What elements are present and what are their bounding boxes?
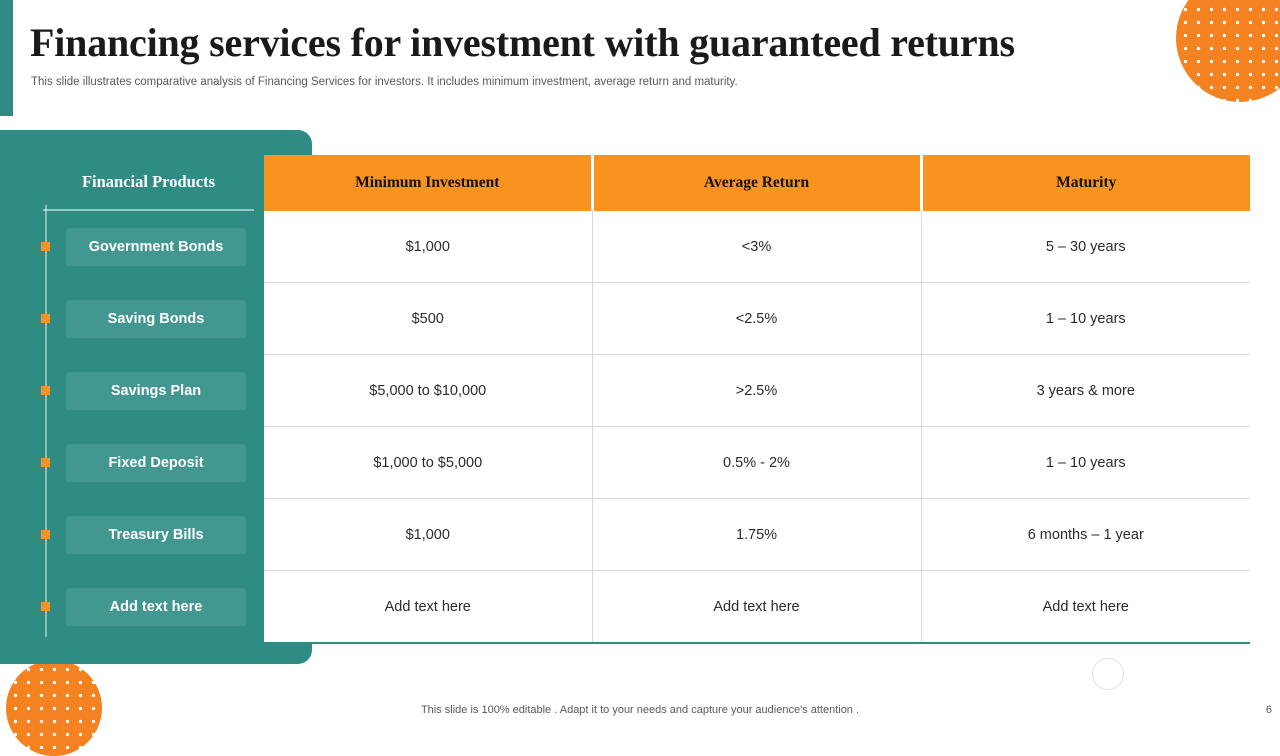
left-accent-bar [0,0,13,116]
bullet-square-icon [41,530,50,539]
row-label-cell [41,499,264,571]
bullet-square-icon [41,314,50,323]
row-label-cell [41,427,264,499]
cell-minimum-investment: $5,000 to $10,000 [264,355,592,427]
bullet-square-icon [41,242,50,251]
page-number: 6 [1265,704,1272,716]
cell-minimum-investment: $1,000 to $5,000 [264,427,592,499]
row-label-government-bonds: Government Bonds [66,228,246,266]
financial-products-table [41,155,1250,644]
cell-maturity: Add text here [921,571,1250,644]
cell-maturity: 1 – 10 years [921,283,1250,355]
row-label-saving-bonds: Saving Bonds [66,300,246,338]
bullet-square-icon [41,386,50,395]
row-label-treasury-bills: Treasury Bills [66,516,246,554]
bullet-square-icon [41,602,50,611]
table-row [41,283,1250,355]
cell-average-return: >2.5% [592,355,921,427]
row-label-cell [41,355,264,427]
cell-maturity: 3 years & more [921,355,1250,427]
row-label-cell [41,211,264,283]
page-title: Financing services for investment with guaranteed returns [30,20,1015,65]
row-label-cell [41,571,264,644]
cell-average-return: Add text here [592,571,921,644]
table-row [41,427,1250,499]
cell-maturity: 5 – 30 years [921,211,1250,283]
cell-average-return: <2.5% [592,283,921,355]
cell-minimum-investment: $1,000 [264,211,592,283]
cell-minimum-investment: $500 [264,283,592,355]
page-subtitle: This slide illustrates comparative analysis of Financing Services for investors. It includes minimum investment, average return and maturity. [31,76,738,88]
column-header-minimum-investment: Minimum Investment [264,155,592,211]
table-row [41,499,1250,571]
cell-average-return: 1.75% [592,499,921,571]
table-row [41,211,1250,283]
cell-minimum-investment: Add text here [264,571,592,644]
table-corner-header [41,155,264,211]
cell-maturity: 6 months – 1 year [921,499,1250,571]
footer-note: This slide is 100% editable . Adapt it to your needs and capture your audience's attention . [420,704,860,716]
bullet-square-icon [41,458,50,467]
circle-decoration [1092,658,1124,690]
table-row [41,355,1250,427]
cell-minimum-investment: $1,000 [264,499,592,571]
cell-average-return: <3% [592,211,921,283]
column-header-average-return: Average Return [592,155,921,211]
cell-average-return: 0.5% - 2% [592,427,921,499]
row-label-fixed-deposit: Fixed Deposit [66,444,246,482]
column-header-maturity: Maturity [921,155,1250,211]
row-label-add-text-here: Add text here [66,588,246,626]
row-label-cell [41,283,264,355]
comparison-table-area [41,155,1250,644]
cell-maturity: 1 – 10 years [921,427,1250,499]
row-label-savings-plan: Savings Plan [66,372,246,410]
table-row [41,571,1250,644]
slide-header [30,18,1210,88]
financial-products-label: Financial Products [43,155,254,211]
table-header-row [41,155,1250,211]
